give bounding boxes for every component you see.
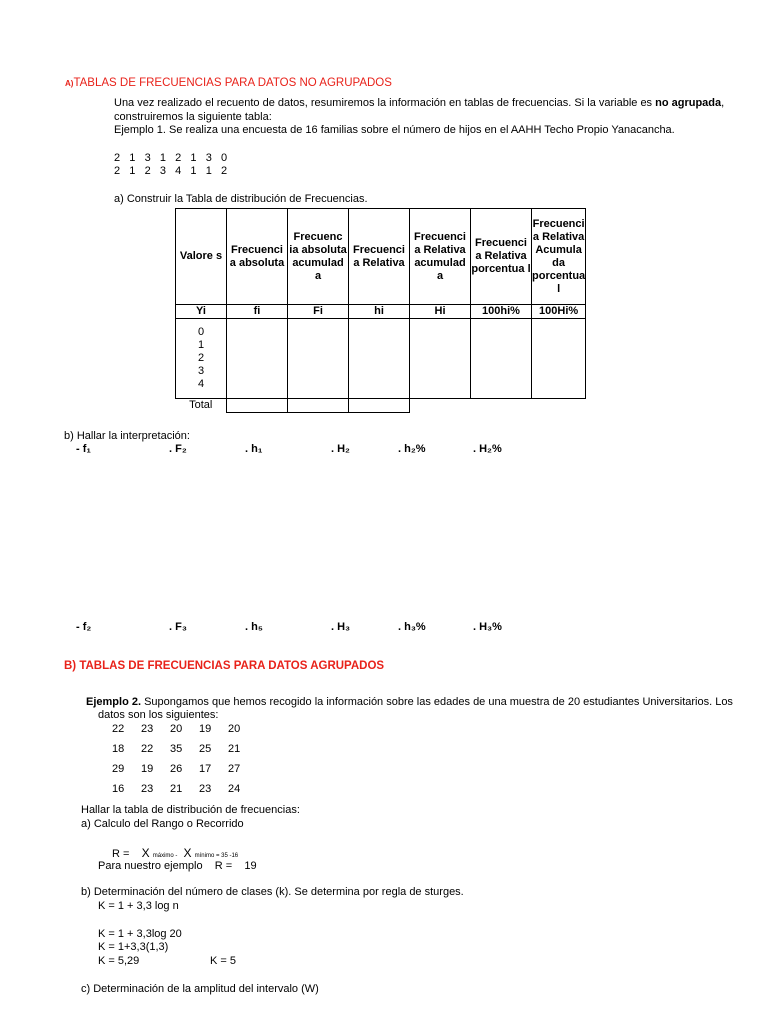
- symbol-Fi: Fi: [288, 305, 349, 319]
- symbol-Hi: Hi: [410, 305, 471, 319]
- value-1: 1: [197, 339, 205, 351]
- range-R: R =: [112, 848, 130, 860]
- header-valores: Valore s: [176, 209, 227, 305]
- age-cell: 23: [199, 783, 212, 795]
- range-sub2: mínimo = 35 -16: [194, 853, 239, 859]
- interp-item: - f₁: [76, 443, 91, 455]
- symbol-100Hi: 100Hi%: [532, 305, 586, 319]
- age-cell: 23: [141, 783, 154, 795]
- k-formula-1: K = 1 + 3,3 log n: [98, 900, 179, 912]
- data-row-2: 2 1 2 3 4 1 1 2: [114, 165, 228, 177]
- example1-text: Ejemplo 1. Se realiza una encuesta de 16 familias sobre el número de hijos en el AAHH Techo Propio Yanacancha.: [114, 124, 675, 136]
- intro-line1-bold: no agrupada: [655, 97, 722, 109]
- total-label: Total: [189, 399, 213, 412]
- frequency-table: [175, 208, 586, 413]
- values-cell: [176, 319, 227, 399]
- section-a-title: TABLAS DE FRECUENCIAS PARA DATOS NO AGRUPADOS: [73, 77, 392, 89]
- total-cell: [349, 399, 410, 413]
- table-values-row: [176, 319, 586, 399]
- age-cell: 18: [112, 743, 125, 755]
- header-frec-rel-porc: Frecuenci a Relativa porcentua l: [471, 209, 532, 305]
- header-frec-absoluta: Frecuenci a absoluta: [227, 209, 288, 305]
- value-0: 0: [197, 326, 205, 338]
- interp-item: . H₂: [331, 443, 350, 455]
- header-frec-rel-acum-porc: Frecuenci a Relativa Acumula da porcentua l: [532, 209, 586, 305]
- interp-item: . h₃%: [398, 621, 426, 633]
- age-cell: 17: [199, 763, 212, 775]
- interp-item: . F₂: [169, 443, 187, 455]
- example2-text: Supongamos que hemos recogido la información sobre las edades de una muestra de 20 estudiantes Universitarios. Los: [141, 696, 733, 708]
- age-cell: 21: [170, 783, 183, 795]
- range-x2: X: [183, 846, 192, 860]
- section-a-marker: A): [65, 79, 74, 88]
- example2-label: Ejemplo 2.: [86, 696, 142, 708]
- interp-item: . h₁: [245, 443, 263, 455]
- k-formula-3: K = 1+3,3(1,3): [98, 941, 169, 953]
- intro-line1-pre: Una vez realizado el recuento de datos, resumiremos la información en tablas de frecuencias. Si la variable es: [114, 97, 656, 109]
- age-cell: 24: [228, 783, 241, 795]
- intro-paragraph: [114, 97, 724, 109]
- empty-cell: [471, 319, 532, 399]
- k-formula-4: K = 5,29: [98, 955, 140, 967]
- range-sub1: máximo -: [152, 853, 178, 859]
- interp-item: . H₃%: [473, 621, 502, 633]
- age-cell: 19: [199, 723, 212, 735]
- age-cell: 19: [141, 763, 154, 775]
- age-cell: 26: [170, 763, 183, 775]
- intro-line1-post: ,: [721, 97, 725, 109]
- table-header-row: [176, 209, 586, 305]
- age-cell: 20: [170, 723, 183, 735]
- symbol-hi: hi: [349, 305, 410, 319]
- step-b: b) Determinación del número de clases (k). Se determina por regla de sturges.: [81, 886, 464, 898]
- k-formula-2: K = 1 + 3,3log 20: [98, 928, 182, 940]
- interp-item: . h₂%: [398, 443, 426, 455]
- header-frec-rel-acum: Frecuenci a Relativa acumulad a: [410, 209, 471, 305]
- value-3: 3: [197, 365, 205, 377]
- table-total-row: [176, 399, 586, 413]
- example2-paragraph: [86, 696, 733, 708]
- empty-cell: [288, 319, 349, 399]
- empty-cell: [532, 319, 586, 399]
- k-formula-5: K = 5: [210, 955, 236, 967]
- total-cell: [227, 399, 288, 413]
- task-b: b) Hallar la interpretación:: [64, 430, 190, 442]
- age-cell: 16: [112, 783, 125, 795]
- interp-item: . F₃: [169, 621, 187, 633]
- interp-item: . h₅: [245, 621, 263, 633]
- data-row-1: 2 1 3 1 2 1 3 0: [114, 152, 228, 164]
- range-x1: X: [141, 846, 150, 860]
- age-cell: 20: [228, 723, 241, 735]
- hallar-text: Hallar la tabla de distribución de frecuencias:: [81, 804, 300, 816]
- age-cell: 27: [228, 763, 241, 775]
- symbol-100hi: 100hi%: [471, 305, 532, 319]
- interp-item: . H₂%: [473, 443, 502, 455]
- header-frec-relativa: Frecuenci a Relativa: [349, 209, 410, 305]
- value-2: 2: [197, 352, 205, 364]
- symbol-fi: fi: [227, 305, 288, 319]
- empty-cell: [227, 319, 288, 399]
- interp-item: - f₂: [76, 621, 92, 633]
- age-cell: 23: [141, 723, 154, 735]
- range-formula: [112, 846, 238, 860]
- age-cell: 22: [141, 743, 154, 755]
- interp-item: . H₃: [331, 621, 351, 633]
- blank-cell: [532, 399, 586, 413]
- header-frec-abs-acum: Frecuenc ia absoluta acumulad a: [288, 209, 349, 305]
- total-cell: [288, 399, 349, 413]
- value-4: 4: [197, 378, 205, 390]
- empty-cell: [349, 319, 410, 399]
- table-symbols-row: [176, 305, 586, 319]
- age-cell: 35: [170, 743, 183, 755]
- range-example: Para nuestro ejemplo R = 19: [98, 860, 257, 872]
- blank-cell: [410, 399, 471, 413]
- blank-cell: [471, 399, 532, 413]
- section-b-title: B) TABLAS DE FRECUENCIAS PARA DATOS AGRUPADOS: [64, 660, 385, 672]
- age-cell: 22: [112, 723, 125, 735]
- empty-cell: [410, 319, 471, 399]
- age-cell: 29: [112, 763, 125, 775]
- step-c: c) Determinación de la amplitud del intervalo (W): [81, 983, 319, 995]
- task-a: a) Construir la Tabla de distribución de Frecuencias.: [114, 193, 368, 205]
- symbol-yi: Yi: [176, 305, 227, 319]
- age-cell: 21: [228, 743, 241, 755]
- section-a-heading: [65, 77, 392, 89]
- intro-line2: construiremos la siguiente tabla:: [114, 111, 272, 123]
- step-a: a) Calculo del Rango o Recorrido: [81, 818, 244, 830]
- example2-text2: datos son los siguientes:: [98, 709, 219, 721]
- age-cell: 25: [199, 743, 212, 755]
